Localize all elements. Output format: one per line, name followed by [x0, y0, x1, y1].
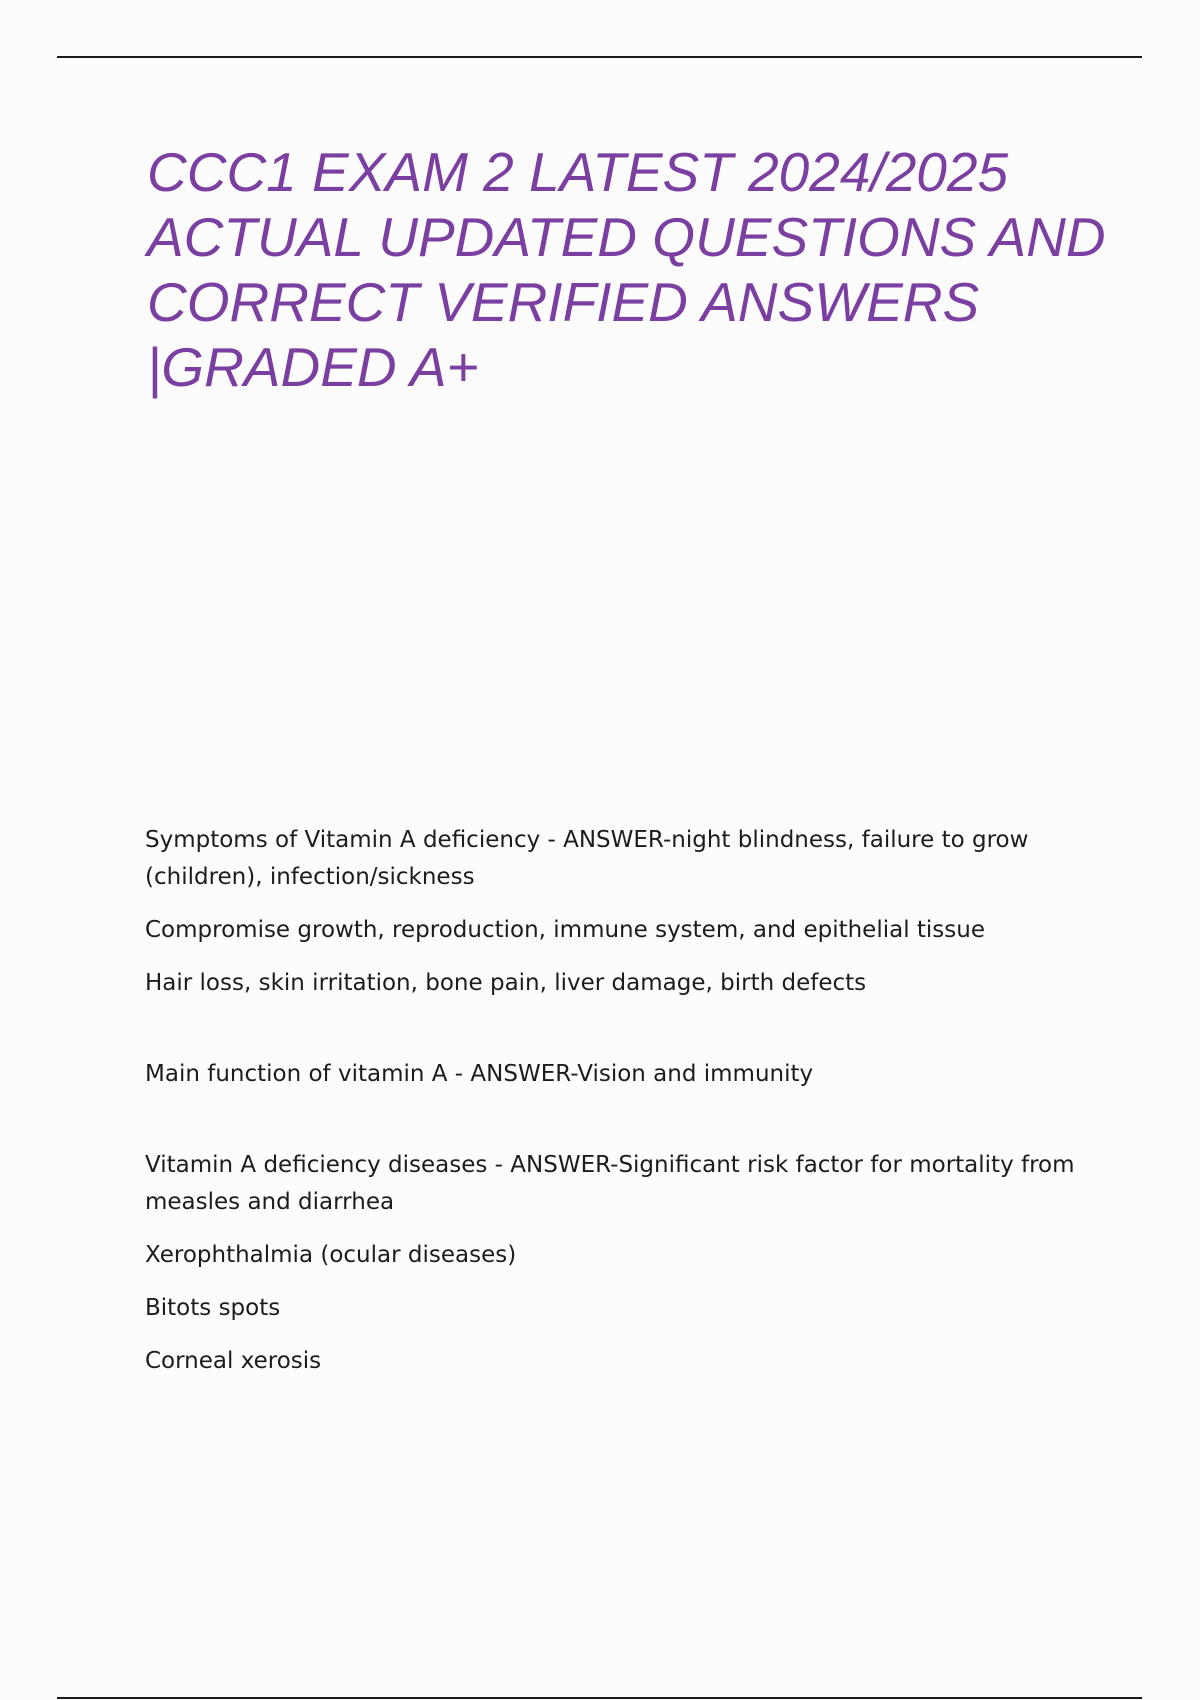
question-answer: Symptoms of Vitamin A deficiency - ANSWER-night blindness, failure to grow (children), infection/sickness	[145, 827, 1029, 890]
answer-detail: Bitots spots	[145, 1295, 281, 1321]
title-line: ACTUAL UPDATED QUESTIONS AND	[147, 206, 1106, 268]
document-title	[147, 140, 1147, 400]
answer-detail: Hair loss, skin irritation, bone pain, liver damage, birth defects	[145, 970, 867, 996]
title-line: |GRADED A+	[147, 336, 479, 398]
question-answer: Vitamin A deficiency diseases - ANSWER-Significant risk factor for mortality from measles and diarrhea	[145, 1152, 1075, 1215]
bottom-rule	[57, 1697, 1142, 1699]
document-body	[145, 822, 1105, 1396]
question-answer: Main function of vitamin A - ANSWER-Vision and immunity	[145, 1061, 814, 1087]
answer-detail: Corneal xerosis	[145, 1348, 322, 1374]
answer-detail: Xerophthalmia (ocular diseases)	[145, 1242, 517, 1268]
title-line: CORRECT VERIFIED ANSWERS	[147, 271, 980, 333]
top-rule	[57, 56, 1142, 58]
answer-detail: Compromise growth, reproduction, immune system, and epithelial tissue	[145, 917, 986, 943]
title-line: CCC1 EXAM 2 LATEST 2024/2025	[147, 141, 1009, 203]
